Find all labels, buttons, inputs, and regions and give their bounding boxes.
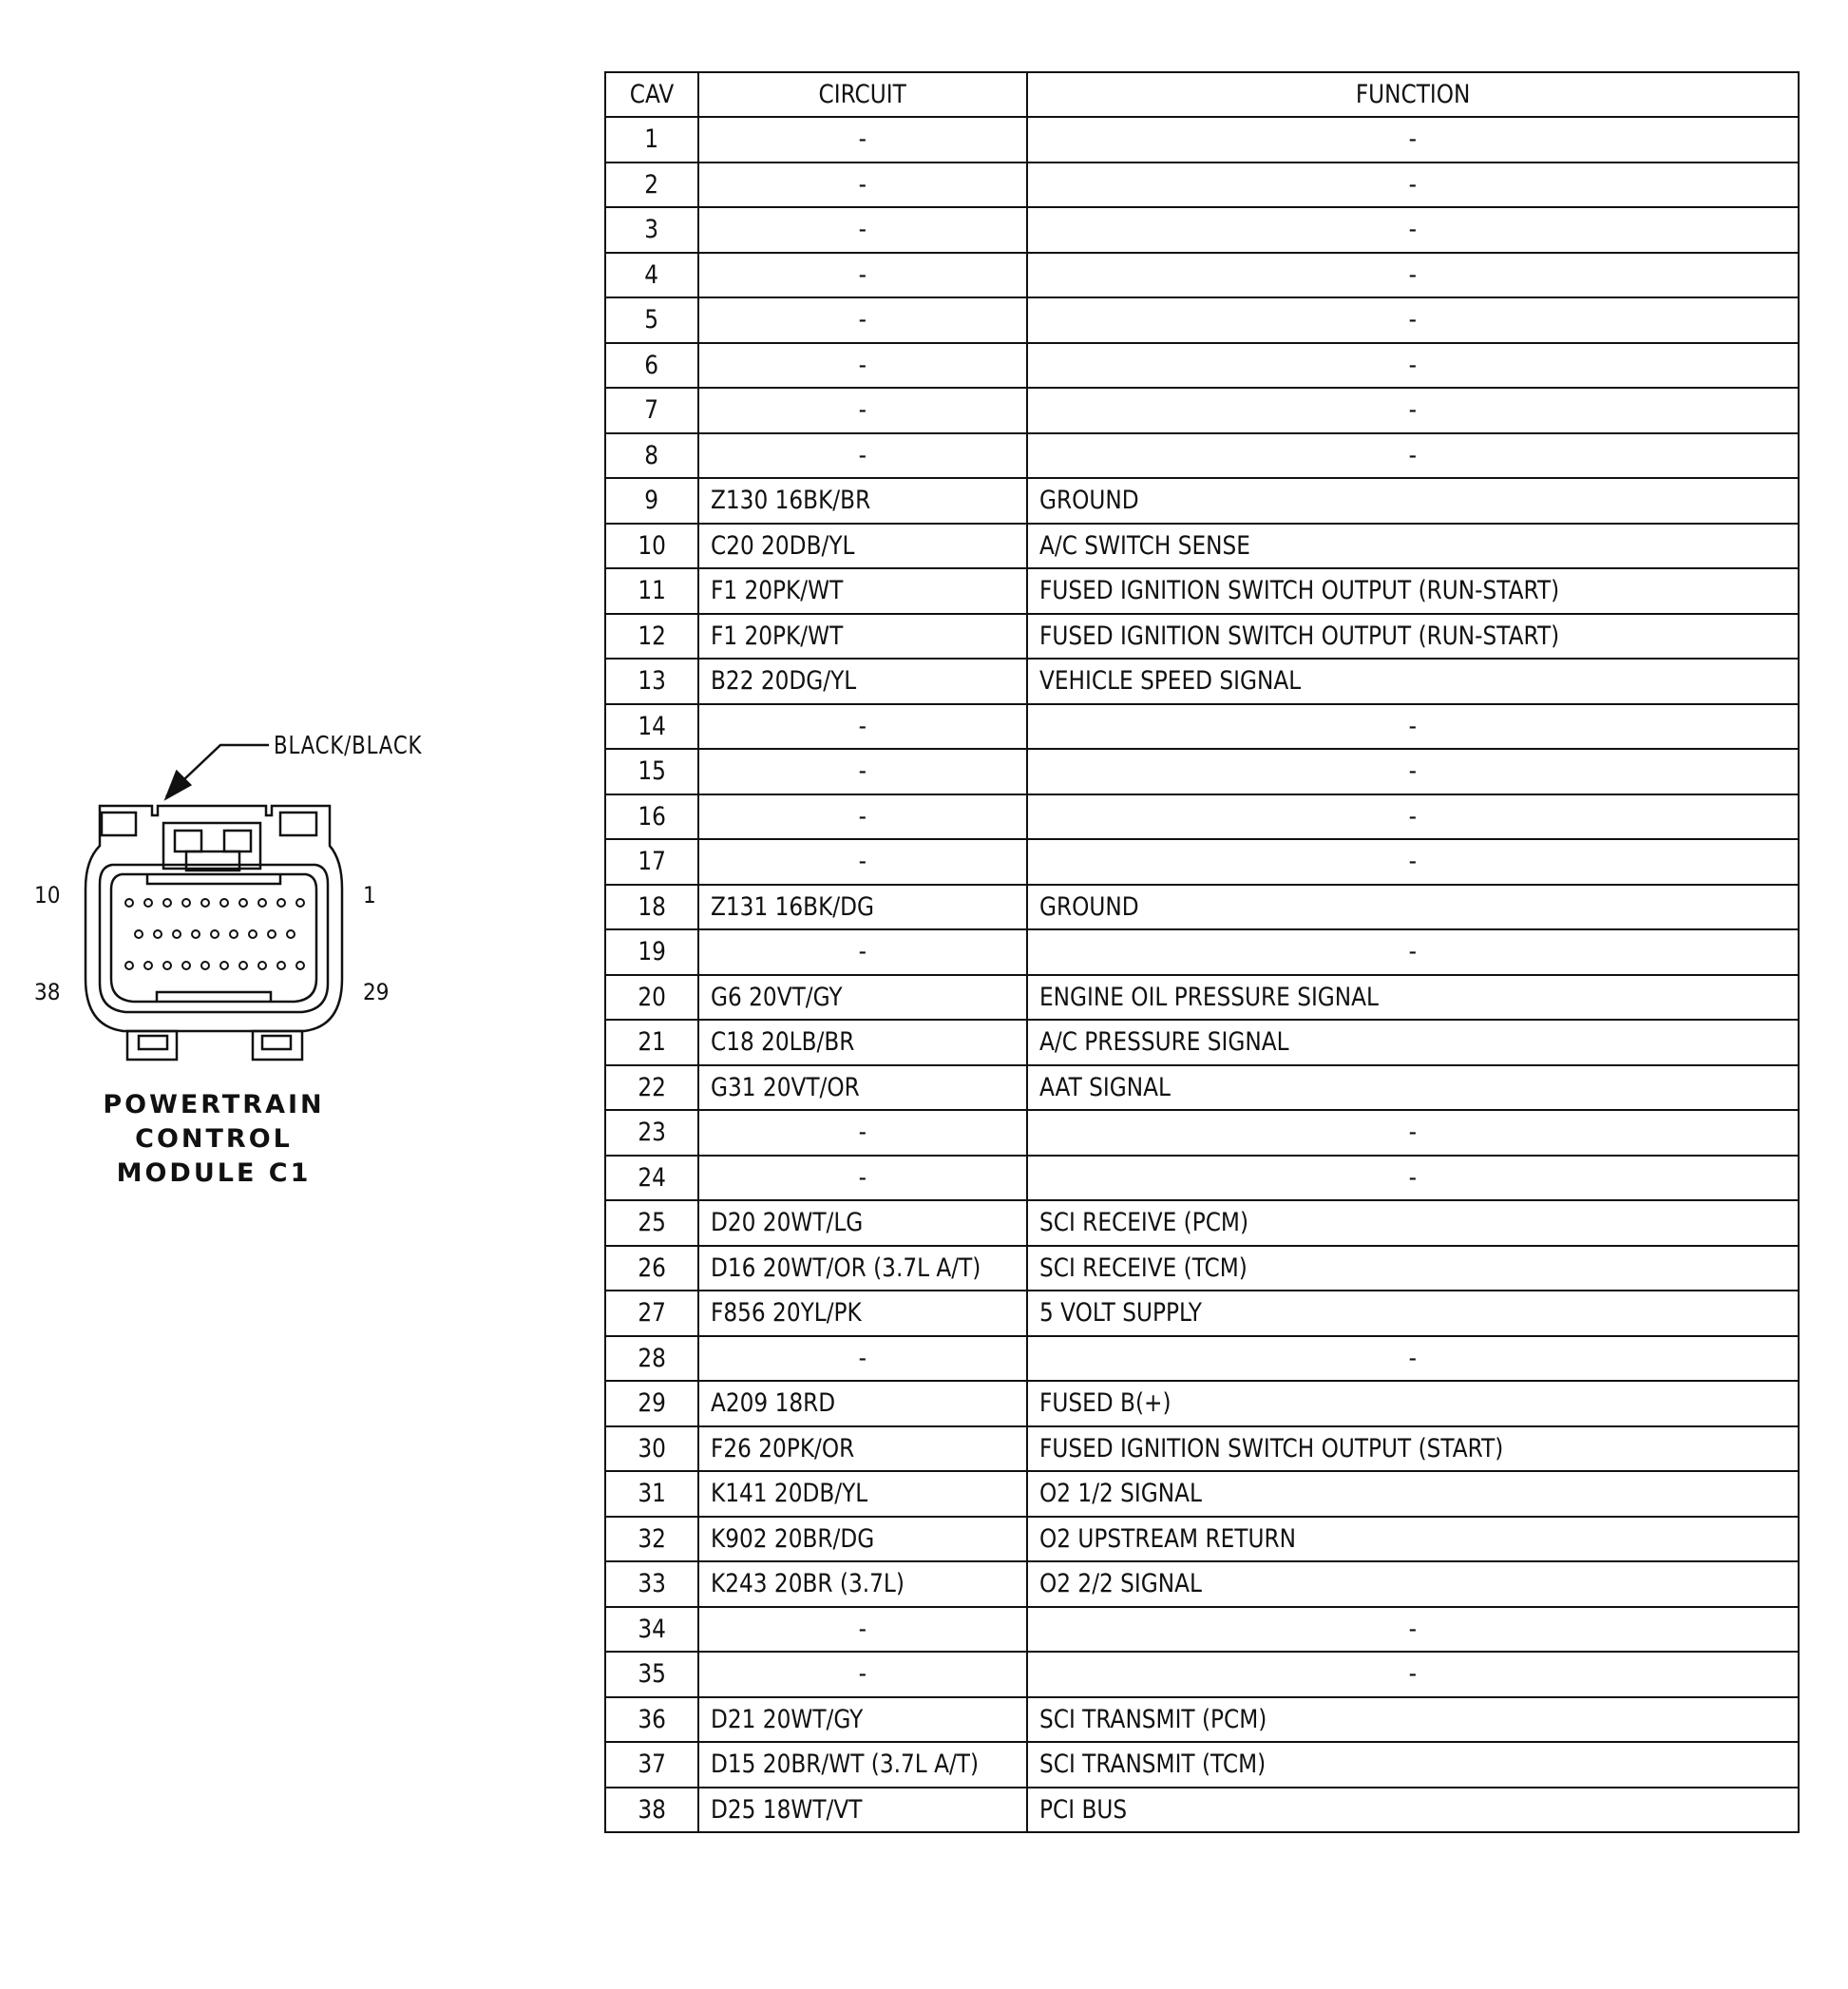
table-header-row — [605, 72, 1799, 117]
pin-label-top-left: 10 — [34, 882, 61, 908]
cav-cell: 18 — [605, 885, 698, 930]
function-cell: - — [1027, 343, 1799, 389]
cav-cell: 37 — [605, 1742, 698, 1788]
circuit-cell: Z130 16BK/BR — [698, 478, 1027, 524]
connector-diagram — [0, 0, 589, 1330]
circuit-cell: D16 20WT/OR (3.7L A/T) — [698, 1246, 1027, 1291]
function-cell: FUSED B(+) — [1027, 1381, 1799, 1426]
circuit-cell: - — [698, 433, 1027, 479]
pin-hole — [163, 962, 171, 969]
table-row — [605, 1652, 1799, 1697]
function-cell: SCI RECEIVE (PCM) — [1027, 1200, 1799, 1246]
cav-cell: 7 — [605, 388, 698, 433]
circuit-cell: - — [698, 343, 1027, 389]
pin-hole — [182, 962, 190, 969]
pin-hole — [239, 899, 247, 907]
pin-hole — [277, 899, 285, 907]
function-cell: - — [1027, 794, 1799, 840]
cav-cell: 36 — [605, 1697, 698, 1743]
table-row — [605, 1246, 1799, 1291]
circuit-cell: - — [698, 1156, 1027, 1201]
function-cell: O2 2/2 SIGNAL — [1027, 1561, 1799, 1607]
cav-cell: 13 — [605, 659, 698, 704]
pin-hole — [182, 899, 190, 907]
function-cell: SCI TRANSMIT (PCM) — [1027, 1697, 1799, 1743]
table-row — [605, 568, 1799, 614]
cav-cell: 19 — [605, 929, 698, 975]
pin-hole — [163, 899, 171, 907]
function-cell: SCI TRANSMIT (TCM) — [1027, 1742, 1799, 1788]
circuit-cell: Z131 16BK/DG — [698, 885, 1027, 930]
cav-cell: 2 — [605, 163, 698, 208]
table-row — [605, 163, 1799, 208]
table-row — [605, 524, 1799, 569]
table-row — [605, 433, 1799, 479]
function-cell: - — [1027, 388, 1799, 433]
function-cell: - — [1027, 117, 1799, 163]
function-cell: - — [1027, 297, 1799, 343]
circuit-cell: - — [698, 117, 1027, 163]
circuit-cell: - — [698, 207, 1027, 253]
pin-hole — [268, 930, 276, 938]
circuit-cell: F1 20PK/WT — [698, 568, 1027, 614]
table-row — [605, 1200, 1799, 1246]
function-cell: FUSED IGNITION SWITCH OUTPUT (RUN-START) — [1027, 614, 1799, 660]
circuit-cell: - — [698, 1110, 1027, 1156]
cav-cell: 34 — [605, 1607, 698, 1653]
circuit-cell: K902 20BR/DG — [698, 1517, 1027, 1562]
pin-hole — [258, 899, 266, 907]
function-cell: - — [1027, 163, 1799, 208]
cav-cell: 31 — [605, 1471, 698, 1517]
pin-hole — [154, 930, 162, 938]
circuit-cell: - — [698, 1607, 1027, 1653]
table-row — [605, 885, 1799, 930]
cav-cell: 35 — [605, 1652, 698, 1697]
pin-hole — [296, 899, 304, 907]
function-cell: - — [1027, 704, 1799, 750]
pin-label-top-right: 1 — [363, 882, 376, 908]
pin-hole — [201, 899, 209, 907]
pin-hole — [220, 899, 228, 907]
cav-cell: 12 — [605, 614, 698, 660]
circuit-cell: - — [698, 749, 1027, 794]
cav-cell: 38 — [605, 1788, 698, 1833]
pin-label-bottom-right: 29 — [363, 979, 390, 1005]
pin-hole — [173, 930, 181, 938]
circuit-cell: - — [698, 253, 1027, 298]
table-row — [605, 253, 1799, 298]
cav-cell: 26 — [605, 1246, 698, 1291]
function-cell: SCI RECEIVE (TCM) — [1027, 1246, 1799, 1291]
circuit-cell: K141 20DB/YL — [698, 1471, 1027, 1517]
cav-cell: 23 — [605, 1110, 698, 1156]
table-row — [605, 1788, 1799, 1833]
circuit-cell: F1 20PK/WT — [698, 614, 1027, 660]
function-cell: A/C PRESSURE SIGNAL — [1027, 1020, 1799, 1065]
pin-hole — [144, 899, 152, 907]
table-row — [605, 343, 1799, 389]
table-row — [605, 1426, 1799, 1472]
function-cell: FUSED IGNITION SWITCH OUTPUT (START) — [1027, 1426, 1799, 1472]
table-row — [605, 614, 1799, 660]
table-row — [605, 1471, 1799, 1517]
pin-hole — [277, 962, 285, 969]
header-circuit: CIRCUIT — [698, 72, 1027, 117]
function-cell: - — [1027, 1607, 1799, 1653]
pin-hole — [192, 930, 200, 938]
function-cell: - — [1027, 433, 1799, 479]
cav-cell: 14 — [605, 704, 698, 750]
cav-cell: 27 — [605, 1291, 698, 1336]
function-cell: - — [1027, 1156, 1799, 1201]
table-row — [605, 1561, 1799, 1607]
cav-cell: 16 — [605, 794, 698, 840]
table-row — [605, 1607, 1799, 1653]
cav-cell: 30 — [605, 1426, 698, 1472]
function-cell: - — [1027, 749, 1799, 794]
module-title-line-3: MODULE C1 — [116, 1158, 312, 1188]
table-row — [605, 388, 1799, 433]
table-row — [605, 1291, 1799, 1336]
function-cell: - — [1027, 1652, 1799, 1697]
table-row — [605, 975, 1799, 1021]
pin-label-bottom-left: 38 — [34, 979, 61, 1005]
circuit-cell: - — [698, 388, 1027, 433]
table-row — [605, 1110, 1799, 1156]
function-cell: O2 UPSTREAM RETURN — [1027, 1517, 1799, 1562]
table-row — [605, 1697, 1799, 1743]
cav-cell: 32 — [605, 1517, 698, 1562]
function-cell: FUSED IGNITION SWITCH OUTPUT (RUN-START) — [1027, 568, 1799, 614]
table-row — [605, 704, 1799, 750]
circuit-cell: F856 20YL/PK — [698, 1291, 1027, 1336]
module-title-line-1: POWERTRAIN — [103, 1090, 325, 1119]
circuit-cell: D25 18WT/VT — [698, 1788, 1027, 1833]
circuit-cell: K243 20BR (3.7L) — [698, 1561, 1027, 1607]
cav-cell: 24 — [605, 1156, 698, 1201]
function-cell: - — [1027, 207, 1799, 253]
function-cell: - — [1027, 253, 1799, 298]
pin-hole — [201, 962, 209, 969]
pin-holes — [125, 899, 304, 969]
cav-cell: 11 — [605, 568, 698, 614]
circuit-cell: A209 18RD — [698, 1381, 1027, 1426]
table-row — [605, 1020, 1799, 1065]
table-row — [605, 1381, 1799, 1426]
function-cell: - — [1027, 839, 1799, 885]
cav-cell: 20 — [605, 975, 698, 1021]
cav-cell: 1 — [605, 117, 698, 163]
circuit-cell: G31 20VT/OR — [698, 1065, 1027, 1111]
table-row — [605, 478, 1799, 524]
table-row — [605, 839, 1799, 885]
pin-hole — [125, 962, 133, 969]
cav-cell: 3 — [605, 207, 698, 253]
cav-cell: 5 — [605, 297, 698, 343]
table-row — [605, 659, 1799, 704]
connector-color-label: BLACK/BLACK — [274, 732, 423, 760]
table-row — [605, 1065, 1799, 1111]
cav-cell: 28 — [605, 1336, 698, 1382]
function-cell: GROUND — [1027, 885, 1799, 930]
pin-hole — [287, 930, 295, 938]
pinout-table-body — [605, 117, 1799, 1832]
cav-cell: 4 — [605, 253, 698, 298]
function-cell: O2 1/2 SIGNAL — [1027, 1471, 1799, 1517]
circuit-cell: D15 20BR/WT (3.7L A/T) — [698, 1742, 1027, 1788]
circuit-cell: G6 20VT/GY — [698, 975, 1027, 1021]
cav-cell: 29 — [605, 1381, 698, 1426]
cav-cell: 15 — [605, 749, 698, 794]
header-function: FUNCTION — [1027, 72, 1799, 117]
circuit-cell: - — [698, 929, 1027, 975]
table-row — [605, 1742, 1799, 1788]
function-cell: - — [1027, 1110, 1799, 1156]
function-cell: ENGINE OIL PRESSURE SIGNAL — [1027, 975, 1799, 1021]
pin-hole — [249, 930, 257, 938]
function-cell: - — [1027, 1336, 1799, 1382]
pin-hole — [239, 962, 247, 969]
circuit-cell: - — [698, 1652, 1027, 1697]
pin-hole — [230, 930, 238, 938]
table-row — [605, 1156, 1799, 1201]
cav-cell: 17 — [605, 839, 698, 885]
cav-cell: 8 — [605, 433, 698, 479]
function-cell: A/C SWITCH SENSE — [1027, 524, 1799, 569]
circuit-cell: D20 20WT/LG — [698, 1200, 1027, 1246]
table-row — [605, 929, 1799, 975]
cav-cell: 21 — [605, 1020, 698, 1065]
pin-hole — [296, 962, 304, 969]
pin-hole — [135, 930, 143, 938]
cav-cell: 25 — [605, 1200, 698, 1246]
pin-hole — [144, 962, 152, 969]
table-row — [605, 207, 1799, 253]
table-row — [605, 794, 1799, 840]
function-cell: VEHICLE SPEED SIGNAL — [1027, 659, 1799, 704]
function-cell: 5 VOLT SUPPLY — [1027, 1291, 1799, 1336]
circuit-cell: C18 20LB/BR — [698, 1020, 1027, 1065]
connector-housing-outline — [86, 806, 342, 1031]
table-row — [605, 297, 1799, 343]
circuit-cell: - — [698, 704, 1027, 750]
header-cav: CAV — [605, 72, 698, 117]
table-row — [605, 1517, 1799, 1562]
pin-hole — [220, 962, 228, 969]
circuit-cell: D21 20WT/GY — [698, 1697, 1027, 1743]
circuit-cell: B22 20DG/YL — [698, 659, 1027, 704]
cav-cell: 33 — [605, 1561, 698, 1607]
table-row — [605, 117, 1799, 163]
function-cell: - — [1027, 929, 1799, 975]
function-cell: PCI BUS — [1027, 1788, 1799, 1833]
module-title-line-2: CONTROL — [135, 1124, 293, 1154]
circuit-cell: F26 20PK/OR — [698, 1426, 1027, 1472]
pin-hole — [258, 962, 266, 969]
cav-cell: 9 — [605, 478, 698, 524]
function-cell: GROUND — [1027, 478, 1799, 524]
circuit-cell: - — [698, 839, 1027, 885]
pin-hole — [211, 930, 219, 938]
circuit-cell: C20 20DB/YL — [698, 524, 1027, 569]
pin-hole — [125, 899, 133, 907]
circuit-cell: - — [698, 1336, 1027, 1382]
circuit-cell: - — [698, 297, 1027, 343]
cav-cell: 22 — [605, 1065, 698, 1111]
circuit-cell: - — [698, 163, 1027, 208]
table-row — [605, 749, 1799, 794]
table-row — [605, 1336, 1799, 1382]
circuit-cell: - — [698, 794, 1027, 840]
cav-cell: 10 — [605, 524, 698, 569]
cav-cell: 6 — [605, 343, 698, 389]
function-cell: AAT SIGNAL — [1027, 1065, 1799, 1111]
pinout-table — [604, 71, 1800, 1833]
